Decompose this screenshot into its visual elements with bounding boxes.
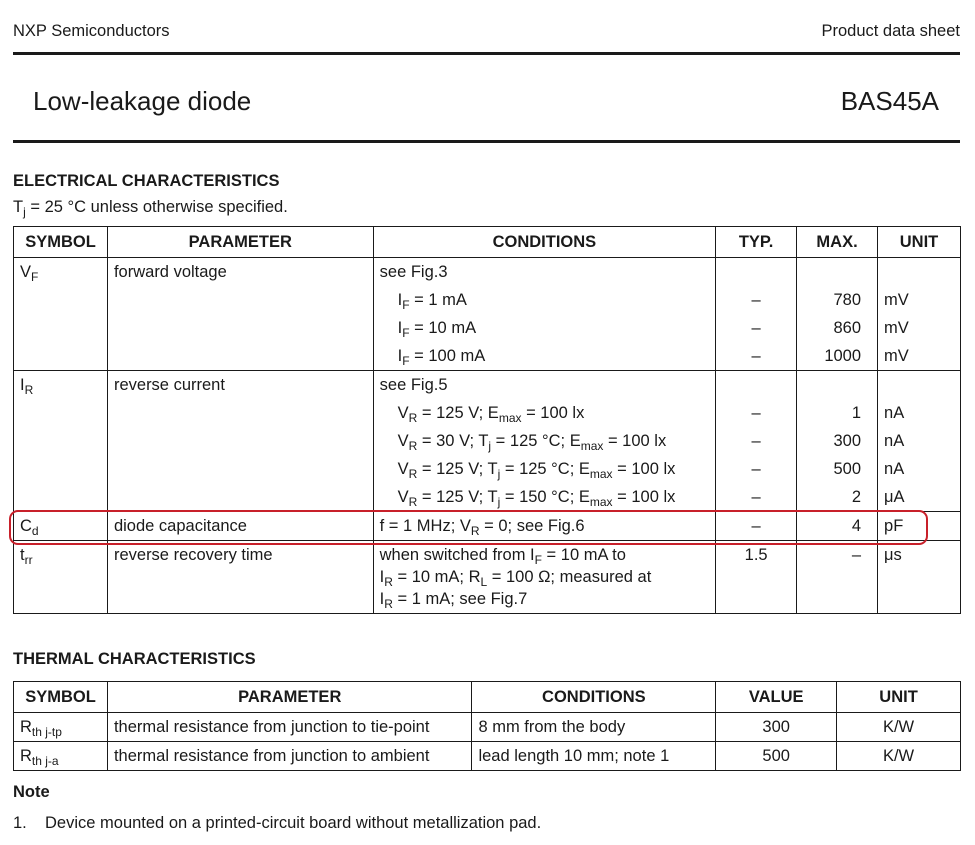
table-header-row <box>14 682 961 713</box>
table-row <box>14 713 961 742</box>
table-row <box>14 455 961 483</box>
unit-value: nA <box>878 427 961 455</box>
header-parameter: PARAMETER <box>107 682 472 713</box>
max-value: 2 <box>797 483 878 512</box>
table-header-row <box>14 227 961 258</box>
unit-value: mV <box>878 286 961 314</box>
condition-cell: $I_F = 1$ mA <box>373 286 716 314</box>
table-row <box>14 483 961 512</box>
header-unit: UNIT <box>878 227 961 258</box>
thermal-characteristics-table <box>13 681 961 771</box>
header-conditions: CONDITIONS <box>472 682 716 713</box>
max-value: 860 <box>797 314 878 342</box>
value-cell: 500 <box>716 742 837 771</box>
unit-value: nA <box>878 399 961 427</box>
parameter-ir: reverse current <box>107 371 373 400</box>
condition-cell: $V_R = 125$ V; $T_j = 125$ °C; $E_{max} = 100$ lx <box>373 455 716 483</box>
unit-value: K/W <box>837 742 961 771</box>
temperature-condition: $T_j = 25$ °C unless otherwise specified. <box>13 198 288 219</box>
conditions-ref: see Fig.3 <box>373 258 716 287</box>
header-divider <box>13 52 960 55</box>
parameter-cell: thermal resistance from junction to tie-point <box>107 713 472 742</box>
max-value: 780 <box>797 286 878 314</box>
parameter-vf: forward voltage <box>107 258 373 287</box>
max-value: 300 <box>797 427 878 455</box>
header-symbol: SYMBOL <box>14 227 108 258</box>
unit-value: μA <box>878 483 961 512</box>
unit-value: pF <box>878 512 961 541</box>
max-value: – <box>797 541 878 614</box>
typ-value: – <box>716 512 797 541</box>
symbol-rth-jtp: $R_{th j-tp}$ <box>14 713 108 742</box>
typ-value: – <box>716 427 797 455</box>
typ-value: – <box>716 399 797 427</box>
electrical-characteristics-table <box>13 226 961 614</box>
typ-value: – <box>716 455 797 483</box>
parameter-cd: diode capacitance <box>107 512 373 541</box>
max-value: 4 <box>797 512 878 541</box>
condition-cell: 8 mm from the body <box>472 713 716 742</box>
unit-value: mV <box>878 342 961 371</box>
note-item <box>13 814 541 833</box>
table-row-capacitance <box>14 512 961 541</box>
header-typ: TYP. <box>716 227 797 258</box>
max-value: 1 <box>797 399 878 427</box>
electrical-section-title: ELECTRICAL CHARACTERISTICS <box>13 172 280 190</box>
company-name: NXP Semiconductors <box>13 22 170 40</box>
parameter-cell: thermal resistance from junction to ambient <box>107 742 472 771</box>
header-symbol: SYMBOL <box>14 682 108 713</box>
table-row <box>14 742 961 771</box>
unit-value: μs <box>878 541 961 614</box>
table-row <box>14 314 961 342</box>
note-title: Note <box>13 783 50 801</box>
part-number: BAS45A <box>840 86 939 116</box>
condition-cell: $V_R = 125$ V; $E_{max} = 100$ lx <box>373 399 716 427</box>
condition-cell: $V_R = 30$ V; $T_j = 125$ °C; $E_{max} = 100$ lx <box>373 427 716 455</box>
header-value: VALUE <box>716 682 837 713</box>
condition-cell: lead length 10 mm; note 1 <box>472 742 716 771</box>
table-row <box>14 258 961 287</box>
condition-cell: $I_F = 100$ mA <box>373 342 716 371</box>
note-text: Device mounted on a printed-circuit board without metallization pad. <box>45 814 542 832</box>
thermal-section-title: THERMAL CHARACTERISTICS <box>13 650 256 668</box>
table-row <box>14 427 961 455</box>
typ-value: – <box>716 314 797 342</box>
symbol-vf: $V_F$ <box>14 258 108 287</box>
header-unit: UNIT <box>837 682 961 713</box>
symbol-rth-ja: $R_{th j-a}$ <box>14 742 108 771</box>
document-type: Product data sheet <box>821 22 960 40</box>
max-value: 1000 <box>797 342 878 371</box>
symbol-cd: $C_d$ <box>14 512 108 541</box>
conditions-ref: see Fig.5 <box>373 371 716 400</box>
typ-value: 1.5 <box>716 541 797 614</box>
parameter-trr: reverse recovery time <box>107 541 373 614</box>
condition-cell: $V_R = 125$ V; $T_j = 150$ °C; $E_{max} = 100$ lx <box>373 483 716 512</box>
header-conditions: CONDITIONS <box>373 227 716 258</box>
header-parameter: PARAMETER <box>107 227 373 258</box>
value-cell: 300 <box>716 713 837 742</box>
max-value: 500 <box>797 455 878 483</box>
condition-cell: f = 1 MHz; $V_R = 0$; see Fig.6 <box>373 512 716 541</box>
typ-value: – <box>716 286 797 314</box>
typ-value: – <box>716 342 797 371</box>
unit-value: nA <box>878 455 961 483</box>
typ-value: – <box>716 483 797 512</box>
page-title: Low-leakage diode <box>33 86 252 116</box>
unit-value: mV <box>878 314 961 342</box>
table-row <box>14 371 961 400</box>
note-number: 1. <box>13 814 27 832</box>
symbol-trr: $t_{rr}$ <box>14 541 108 614</box>
symbol-ir: $I_R$ <box>14 371 108 400</box>
table-row <box>14 399 961 427</box>
title-divider <box>13 140 960 143</box>
table-row <box>14 342 961 371</box>
table-row <box>14 286 961 314</box>
condition-cell: when switched from $I_F = 10$ mA to $I_R = 10$ mA; $R_L = 100$ Ω; measured at $I_R = 1$ mA; see Fig.7 <box>373 541 716 614</box>
unit-value: K/W <box>837 713 961 742</box>
table-row <box>14 541 961 614</box>
header-max: MAX. <box>797 227 878 258</box>
condition-cell: $I_F = 10$ mA <box>373 314 716 342</box>
